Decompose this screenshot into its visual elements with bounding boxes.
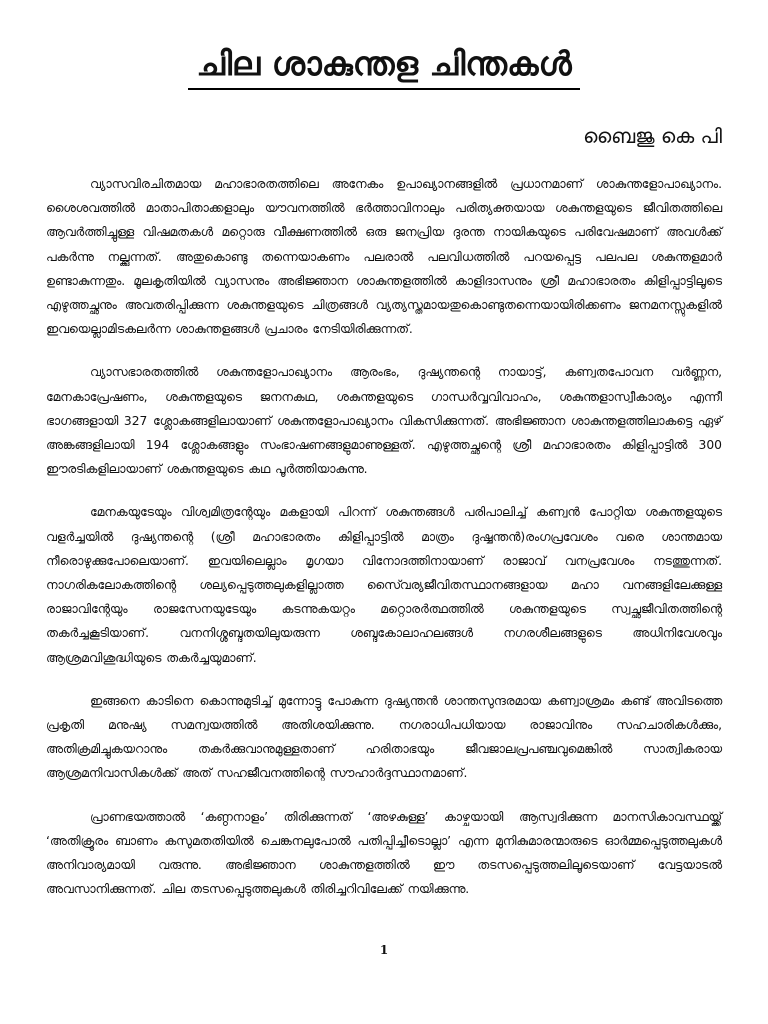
paragraph: മേനകയുടേയും വിശ്വമിത്രന്റേയും മകളായി പിറന്ന് ശകുന്തങ്ങള്‍ പരിപാലിച്ച് കണ്വന്‍ പോറ്റിയ ശകുന്തളയുടെ വളര്‍ച്ചയില്‍ ദുഷ്യന്തന്റെ (ശ്രീ മഹാഭാരതം കിളിപ്പാട്ടില്‍ മാത്രം ദുഷ്ഷന്തന്‍)രംഗപ്രവേശം വരെ ശാന്തമായ നീരൊഴുക്കുപോലെയാണ്. ഇവയിലെല്ലാം മൃഗയാ വിനോദത്തിനായാണ് രാജാവ് വനപ്രവേശം നടത്തുന്നത്. നാഗരികലോകത്തിന്റെ ശല്യപ്പെടുത്തലുകളില്ലാത്ത സൈ്വര്യജീവിതസ്ഥാനങ്ങളായ മഹാ വനങ്ങളിലേക്കുള്ള രാജാവിന്റേയും രാജസേനയുടേയും കടന്നുകയറ്റം മറ്റൊരര്‍ത്ഥത്തില്‍ ശകുന്തളയുടെ സ്വച്ഛജീവിതത്തിന്റെ തകര്‍ച്ചകൂടിയാണ്. വനനിശ്ശബ്ദതയിലുയരുന്ന ശബ്ദകോലാഹലങ്ങള്‍ നഗരശീലങ്ങളുടെ അധിനിവേശവും ആശ്രമവിശുദ്ധിയുടെ തകര്‍ച്ചയുമാണ്. [46,505,722,665]
title-block [0,42,768,90]
document-title: ചില ശാകുന്തള ചിന്തകള്‍ [188,42,579,90]
document-body [46,172,722,920]
author-name: ബൈജു കെ പി [583,124,722,148]
page-number: 1 [379,943,389,957]
paragraph: വ്യാസവിരചിതമായ മഹാഭാരതത്തിലെ അനേകം ഉപാഖ്യാനങ്ങളില്‍ പ്രധാനമാണ് ശാകുന്തളോപാഖ്യാനം. ശൈശവത്തില്‍ മാതാപിതാക്കളാലും യൗവനത്തില്‍ ഭര്‍ത്താവിനാലും പരിത്യക്തയായ ശകുന്തളയുടെ ജീവിതത്തിലെ ആവര്‍ത്തിച്ചുള്ള വിഷമതകള്‍ മറ്റൊരു വീക്ഷണത്തില്‍ ഒരു ജനപ്രിയ ദുരന്ത നായികയുടെ പരിവേഷമാണ് അവള്‍ക്ക് പകര്‍ന്നു നല്ക്കുന്നത്. അതുകൊണ്ടു തന്നെയാകണം പലരാല്‍ പലവിധത്തില്‍ പറയപ്പെട്ട പലപല ശകുന്തളമാര്‍ ഉണ്ടാകുന്നതും. മൂലകൃതിയില്‍ വ്യാസനും അഭിജ്ഞാന ശാകുന്തളത്തില്‍ കാളിദാസനും ശ്രീ മഹാഭാരതം കിളിപ്പാട്ടിലൂടെ എഴുത്തച്ഛനും അവതരിപ്പിക്കുന്ന ശകുന്തളയുടെ ചിത്രങ്ങള്‍ വ്യത്യസ്തമായതുകൊണ്ടുതന്നെയായിരിക്കണം ജനമനസ്സുകളില്‍ ഇവയെല്ലാമിടകലര്‍ന്ന ശാകുന്തളങ്ങള്‍ പ്രചാരം നേടിയിരിക്കുന്നത്. [46,177,722,337]
paragraph: വ്യാസഭാരതത്തില്‍ ശകുന്തളോപാഖ്യാനം ആരംഭം, ദുഷ്യന്തന്റെ നായാട്ട്, കണ്വതപോവന വര്‍ണ്ണന, മേനകാപ്രേഷണം, ശകുന്തളയുടെ ജനനകഥ, ശകുന്തളയുടെ ഗാന്ധര്‍വ്വവിവാഹം, ശകുന്തളാസ്വീകാര്യം എന്നീ ഭാഗങ്ങളായി 327 ശ്ലോകങ്ങളിലായാണ് ശകുന്തളോപാഖ്യാനം വികസിക്കുന്നത്. അഭിജ്ഞാന ശാകുന്തളത്തിലാകട്ടെ ഏഴ് അങ്കങ്ങളിലായി 194 ശ്ലോകങ്ങളും സംഭാഷണങ്ങളുമാണുള്ളത്. എഴുത്തച്ഛന്റെ ശ്രീ മഹാഭാരതം കിളിപ്പാട്ടില്‍ 300 ഈരടികളിലായാണ് ശകുന്തളയുടെ കഥ പൂര്‍ത്തിയാകുന്നു. [46,365,722,477]
paragraph: ഇങ്ങനെ കാടിനെ കൊന്നുമുടിച്ച് മുന്നോട്ടു പോകുന്ന ദുഷ്യന്തന്‍ ശാന്തസുന്ദരമായ കണ്വാശ്രമം കണ്ട് അവിടത്തെ പ്രകൃതി മനുഷ്യ സമന്വയത്തില്‍ അതിശയിക്കുന്നു. നഗരാധിപധിയായ രാജാവിനും സഹചാരികള്‍ക്കും, അതിക്രമിച്ചുകയറാനും തകര്‍ക്കുവാനുമുള്ളതാണ് ഹരിതാഭയും ജീവജാലപ്രപഞ്ചവുമെങ്കില്‍ സാത്വികരായ ആശ്രമനിവാസികള്‍ക്ക് അത് സഹജീവനത്തിന്റെ സൗഹാര്‍ദ്ദസ്ഥാനമാണ്. [46,693,722,781]
paragraph: പ്രാണഭയത്താല്‍ ‘കണ്ഠനാളം’ തിരിക്കുന്നത് ‘അഴകുള്ള’ കാഴ്ചയായി ആസ്വദിക്കുന്ന മാനസികാവസ്ഥയ്ക്ക് ‘അതിക്രൂരം ബാണം കസുമതതിയില്‍ ചെങ്കനലുപോല്‍ പതിപ്പിച്ചീടൊല്ലാ’ എന്ന മുനികുമാരന്മാരുടെ ഓര്‍മ്മപ്പെടുത്തലുകള്‍ അനിവാര്യമായി വരുന്നു. അഭിജ്ഞാന ശാകുന്തളത്തില്‍ ഈ തടസപ്പെടുത്തലിലൂടെയാണ് വേട്ടയാടല്‍ അവസാനിക്കുന്നത്. ചില തടസപ്പെടുത്തലുകള്‍ തിരിച്ചറിവിലേക്ക് നയിക്കുന്നു. [46,809,722,897]
